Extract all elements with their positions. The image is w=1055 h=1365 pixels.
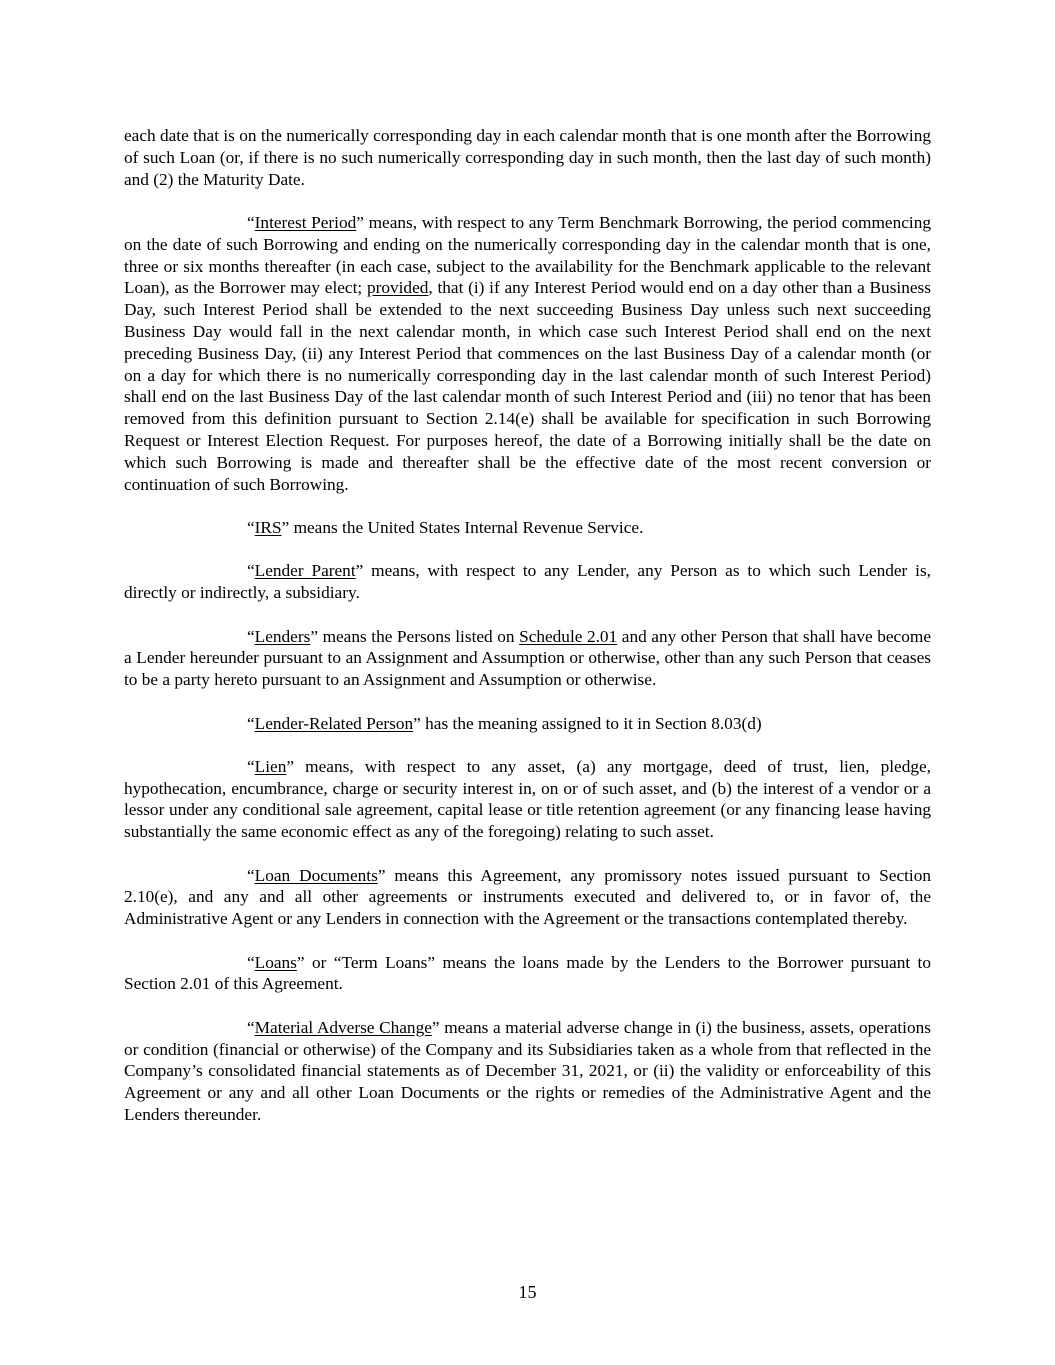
- schedule-reference: Schedule 2.01: [519, 626, 618, 646]
- page-number: 15: [518, 1282, 537, 1302]
- defined-term: Lender-Related Person: [254, 713, 414, 733]
- definition-loans: [124, 952, 931, 996]
- open-quote: “: [247, 517, 255, 537]
- defined-term: Loans: [254, 952, 297, 972]
- definition-text: ” means the Persons listed on: [310, 626, 520, 646]
- open-quote: “: [247, 865, 255, 885]
- open-quote: “: [247, 561, 255, 581]
- document-page: [124, 125, 931, 1147]
- definition-lien: [124, 756, 931, 843]
- defined-term: Loan Documents: [254, 865, 378, 885]
- definition-interest-period: [124, 212, 931, 495]
- open-quote: “: [247, 713, 255, 733]
- provided-term: provided: [366, 278, 429, 298]
- definition-text: ” means a material adverse change in (i) the business, assets, operations or condition (financial or otherwise) of the Company and its Subsidiaries taken as a whole from that reflected in the Company’s consolidated financial statements as of December 31, 2021, or (ii) the validity or enforceability of this Agreement or any and all other Loan Documents or the rights or remedies of the Administrative Agent and the Lenders thereunder.: [124, 1017, 931, 1125]
- definition-text: ” has the meaning assigned to it in Section 8.03(d): [413, 713, 762, 733]
- paragraph-continuation: [124, 125, 931, 190]
- defined-term: Lender Parent: [254, 561, 356, 581]
- defined-term: Lenders: [254, 626, 311, 646]
- definition-lender-related-person: [124, 713, 931, 735]
- defined-term: IRS: [254, 517, 282, 537]
- definition-text: ” means, with respect to any Lender, any Person as to which such Lender is, directly or indirectly, a subsidiary.: [124, 561, 931, 603]
- definition-material-adverse-change: [124, 1017, 931, 1126]
- open-quote: “: [247, 626, 255, 646]
- open-quote: “: [247, 1017, 255, 1037]
- open-quote: “: [247, 952, 255, 972]
- open-quote: “: [247, 212, 255, 232]
- paragraph-text: each date that is on the numerically corresponding day in each calendar month that is one month after the Borrowing of such Loan (or, if there is no such numerically corresponding day in such month, then the last day of such month) and (2) the Maturity Date.: [124, 126, 931, 189]
- definition-text: ” or “Term Loans” means the loans made by the Lenders to the Borrower pursuant to Section 2.01 of this Agreement.: [124, 952, 931, 994]
- definition-text-continued: and any other Person that shall have become a Lender hereunder pursuant to an Assignment and Assumption or otherwise, other than any such Person that ceases to be a party hereto pursuant to an Assignment and Assumption or otherwise.: [124, 626, 931, 690]
- definition-text: ” means the United States Internal Revenue Service.: [281, 517, 644, 537]
- definition-text-continued: , that (i) if any Interest Period would end on a day other than a Business Day, such Interest Period shall be extended to the next succeeding Business Day unless such next succeeding Business Day would fall in the next calendar month, in which case such Interest Period shall end on the next preceding Business Day, (ii) any Interest Period that commences on the last Business Day of a calendar month (or on a day for which there is no numerically corresponding day in the last calendar month of such Interest Period) shall end on the last Business Day of the last calendar month of such Interest Period and (iii) no tenor that has been removed from this definition pursuant to Section 2.14(e) shall be available for specification in such Borrowing Request or Interest Election Request. For purposes hereof, the date of a Borrowing initially shall be the date on which such Borrowing is made and thereafter shall be the effective date of the most recent conversion or continuation of such Borrowing.: [124, 278, 931, 494]
- open-quote: “: [247, 756, 255, 776]
- defined-term: Material Adverse Change: [254, 1017, 432, 1037]
- definition-text: ” means this Agreement, any promissory notes issued pursuant to Section 2.10(e), and any and all other agreements or instruments executed and delivered to, or in favor of, the Administrative Agent or any Lenders in connection with the Agreement or the transactions contemplated thereby.: [124, 865, 931, 929]
- definition-text: ” means, with respect to any asset, (a) any mortgage, deed of trust, lien, pledge, hypothecation, encumbrance, charge or security interest in, on or of such asset, and (b) the interest of a vendor or a lessor under any conditional sale agreement, capital lease or title retention agreement (or any financing lease having substantially the same economic effect as any of the foregoing) relating to such asset.: [124, 756, 931, 842]
- definition-lenders: [124, 626, 931, 691]
- defined-term: Lien: [254, 756, 287, 776]
- definition-loan-documents: [124, 865, 931, 930]
- definition-text: ” means, with respect to any Term Benchmark Borrowing, the period commencing on the date of such Borrowing and ending on the numerically corresponding day in the calendar month that is one, three or six months thereafter (in each case, subject to the availability for the Benchmark applicable to the relevant Loan), as the Borrower may elect;: [124, 212, 931, 298]
- definition-lender-parent: [124, 560, 931, 604]
- definition-irs: [124, 517, 931, 539]
- defined-term: Interest Period: [254, 212, 357, 232]
